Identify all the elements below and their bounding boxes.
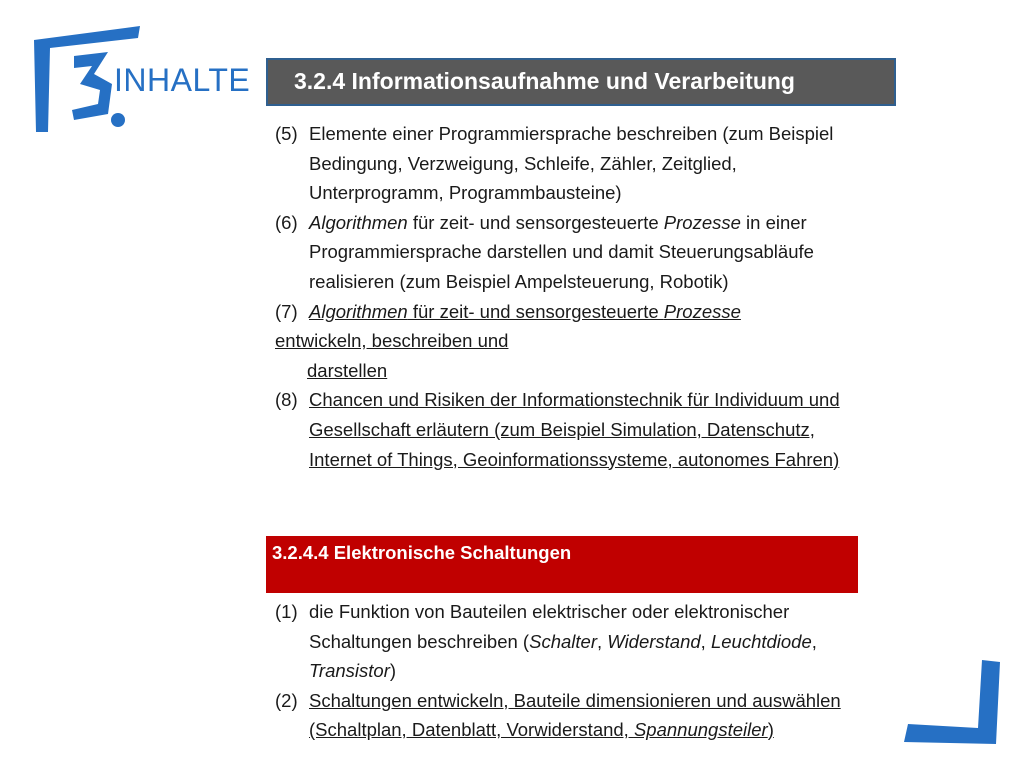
- list-item-6: [275, 208, 865, 297]
- item-number: (8): [275, 389, 298, 411]
- item-number: (7): [275, 300, 298, 322]
- item-number: (5): [275, 123, 298, 144]
- list-item-7: [275, 297, 865, 386]
- item-text: die Funktion von Bauteilen elektrischer oder elektronischer Schaltungen beschreiben (Schalter, Widerstand, Leuchtdiode, Transistor): [309, 601, 817, 682]
- item-text-line: entwickeln, beschreiben und: [275, 330, 509, 352]
- item-list-2: [275, 597, 865, 745]
- item-text: Chancen und Risiken der Informationstechnik für Individuum und Gesellschaft erläutern (zum Beispiel Simulation, Datenschutz, Internet of Things, Geoinformationssysteme, autonomes Fahren): [309, 389, 840, 470]
- list-item-1: [275, 597, 865, 686]
- item-text: Elemente einer Programmiersprache beschreiben (zum Beispiel Bedingung, Verzweigung, Schleife, Zähler, Zeitglied, Unterprogramm, Programmbausteine): [309, 123, 834, 204]
- item-list: [275, 119, 865, 474]
- section-bar: [266, 536, 858, 593]
- list-item-8: [275, 385, 865, 474]
- item-number: (6): [275, 211, 298, 233]
- list-item-2: [275, 686, 865, 745]
- page-title: 3.2.4 Informationsaufnahme und Verarbeitung: [294, 68, 795, 94]
- item-text: Algorithmen für zeit- und sensorgesteuerte Prozesse: [309, 300, 741, 322]
- header-bar: [266, 58, 896, 106]
- inhalte-label: INHALTE: [114, 62, 251, 98]
- item-number: (2): [275, 689, 298, 711]
- item-text: Schaltungen entwickeln, Bauteile dimensionieren und auswählen (Schaltplan, Datenblatt, Vorwiderstand, Spannungsteiler): [309, 689, 841, 741]
- item-number: (1): [275, 601, 298, 622]
- item-text-line: darstellen: [307, 359, 388, 381]
- item-text: Algorithmen für zeit- und sensorgesteuerte Prozesse in einer Programmiersprache darstellen und damit Steuerungsabläufe realisieren (zum Beispiel Ampelsteuerung, Robotik): [309, 211, 814, 292]
- section-title: 3.2.4.4 Elektronische Schaltungen: [272, 542, 572, 563]
- list-item-5: [275, 119, 865, 208]
- corner-bracket-icon: [900, 658, 1004, 746]
